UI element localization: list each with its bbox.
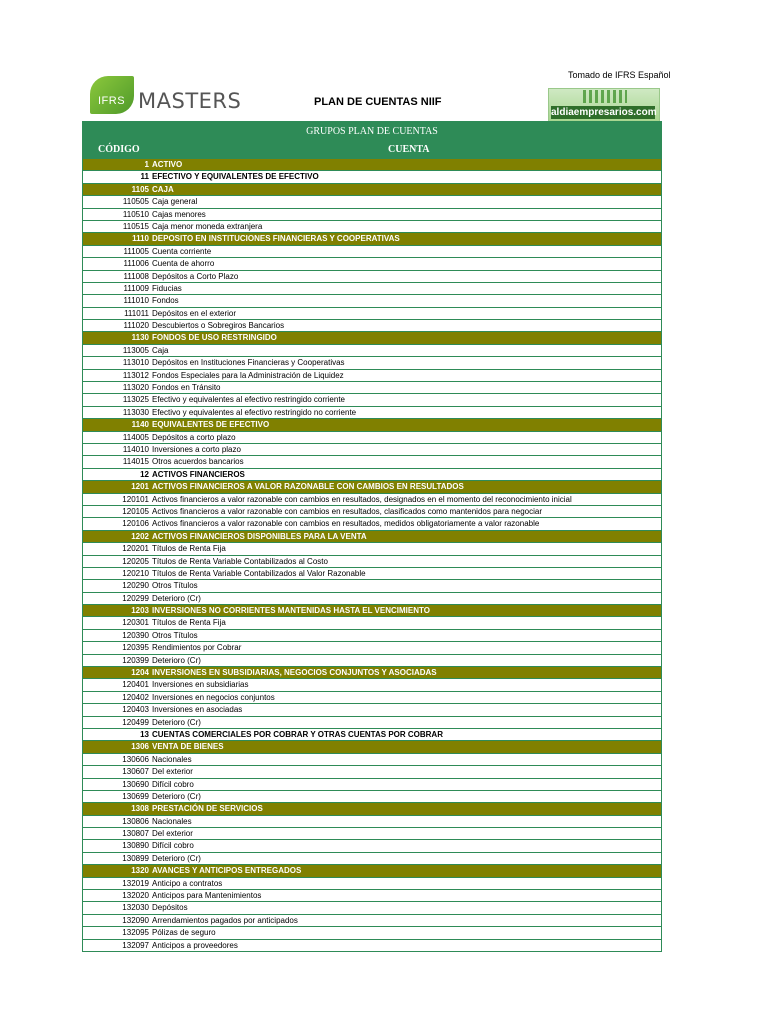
account-code: 120390 [122, 630, 149, 640]
account-name: Depósitos en el exterior [152, 308, 237, 318]
account-name: Inversiones a corto plazo [152, 444, 241, 454]
account-code: 130890 [122, 841, 149, 851]
account-name: Deterioro (Cr) [152, 717, 201, 727]
account-code: 120299 [122, 593, 149, 603]
group-row [83, 159, 661, 171]
account-name: AVANCES Y ANTICIPOS ENTREGADOS [152, 866, 302, 876]
group-row [83, 865, 661, 877]
table-row [83, 543, 661, 555]
account-code: 114010 [122, 444, 149, 454]
table-row [83, 791, 661, 803]
table-row [83, 828, 661, 840]
table-row [83, 940, 661, 952]
table-row [83, 816, 661, 828]
group-row [83, 667, 661, 679]
account-code: 113025 [122, 395, 149, 405]
document-title: PLAN DE CUENTAS NIIF [314, 96, 442, 108]
account-name: Fondos en Tránsito [152, 383, 221, 393]
account-name: CUENTAS COMERCIALES POR COBRAR Y OTRAS CUENTAS POR COBRAR [152, 729, 443, 739]
account-code: 111008 [123, 271, 149, 281]
table-row [83, 692, 661, 704]
account-code: 132030 [122, 903, 149, 913]
account-code: 11 [140, 172, 149, 182]
table-row [83, 407, 661, 419]
table-row [83, 444, 661, 456]
account-name: Anticipos para Mantenimientos [152, 891, 262, 901]
account-code: 120205 [122, 556, 149, 566]
account-name: Activos financieros a valor razonable con cambios en resultados, medidos obligatoriamente a valor razonable [152, 519, 540, 529]
account-name: Deterioro (Cr) [152, 791, 201, 801]
account-name: EQUIVALENTES DE EFECTIVO [152, 420, 270, 430]
table-row [83, 308, 661, 320]
account-name: Efectivo y equivalentes al efectivo restringido no corriente [152, 407, 357, 417]
account-name: Caja menor moneda extranjera [152, 221, 263, 231]
table-row [83, 754, 661, 766]
account-code: 113020 [122, 383, 149, 393]
table-row [83, 556, 661, 568]
account-code: 111010 [123, 296, 149, 306]
group-row [83, 184, 661, 196]
account-name: Deterioro (Cr) [152, 593, 201, 603]
account-name: Activos financieros a valor razonable con cambios en resultados, clasificados como mantenidos para negociar [152, 506, 542, 516]
account-name: Depósitos [152, 903, 188, 913]
group-row [83, 332, 661, 344]
account-name: Títulos de Renta Variable Contabilizados al Valor Razonable [152, 568, 366, 578]
class-row [83, 469, 661, 481]
account-code: 130699 [122, 791, 149, 801]
account-name: Efectivo y equivalentes al efectivo restringido corriente [152, 395, 345, 405]
table-row [83, 209, 661, 221]
account-name: Fondos [152, 296, 179, 306]
group-header: GRUPOS PLAN DE CUENTAS [306, 126, 438, 137]
account-code: 1130 [131, 333, 149, 343]
logo-badge-text: IFRS [98, 95, 126, 107]
account-code: 120403 [122, 705, 149, 715]
table-row [83, 568, 661, 580]
account-name: Nacionales [152, 754, 192, 764]
accounts-table [82, 121, 662, 952]
account-name: Depósitos a corto plazo [152, 432, 236, 442]
account-name: Fiducias [152, 283, 182, 293]
logo-brand-text: aldiaempresarios.com [551, 107, 657, 118]
account-name: Otros Títulos [152, 581, 198, 591]
account-name: Anticipos a proveedores [152, 940, 238, 950]
account-name: Inversiones en subsidiarias [152, 680, 249, 690]
table-row [83, 580, 661, 592]
account-code: 113012 [122, 370, 149, 380]
account-name: Del exterior [152, 767, 193, 777]
account-code: 132019 [122, 878, 149, 888]
account-code: 111006 [123, 259, 149, 269]
account-code: 110505 [122, 197, 149, 207]
account-name: ACTIVO [152, 160, 183, 169]
account-name: Otros Títulos [152, 630, 198, 640]
table-row [83, 704, 661, 716]
account-code: 130606 [122, 754, 149, 764]
table-row [83, 642, 661, 654]
account-code: 113010 [122, 358, 149, 368]
account-code: 130806 [122, 816, 149, 826]
group-row [83, 531, 661, 543]
account-name: Deterioro (Cr) [152, 853, 201, 863]
account-name: EFECTIVO Y EQUIVALENTES DE EFECTIVO [152, 172, 319, 182]
account-code: 1308 [131, 804, 149, 814]
group-row [83, 233, 661, 245]
table-row [83, 345, 661, 357]
account-code: 120101 [122, 494, 149, 504]
table-row [83, 766, 661, 778]
column-header-code: CÓDIGO [98, 144, 140, 155]
class-row [83, 171, 661, 183]
account-code: 120106 [122, 519, 149, 529]
table-row [83, 779, 661, 791]
table-row [83, 295, 661, 307]
account-name: Inversiones en negocios conjuntos [152, 692, 275, 702]
table-row [83, 717, 661, 729]
account-name: Otros acuerdos bancarios [152, 457, 244, 467]
table-row [83, 679, 661, 691]
account-name: Títulos de Renta Fija [152, 618, 226, 628]
account-code: 1204 [131, 668, 149, 678]
account-code: 132095 [122, 928, 149, 938]
account-name: Activos financieros a valor razonable con cambios en resultados, designados en el momento del reconocimiento inicial [152, 494, 572, 504]
table-row [83, 271, 661, 283]
account-name: Fondos Especiales para la Administración de Liquidez [152, 370, 344, 380]
table-row [83, 382, 661, 394]
table-row [83, 456, 661, 468]
account-code: 130807 [122, 829, 149, 839]
account-name: Cajas menores [152, 209, 206, 219]
account-name: Depósitos en Instituciones Financieras y Cooperativas [152, 358, 345, 368]
account-code: 1203 [131, 606, 149, 616]
account-name: Títulos de Renta Fija [152, 544, 226, 554]
account-name: INVERSIONES EN SUBSIDIARIAS, NEGOCIOS CONJUNTOS Y ASOCIADAS [152, 668, 437, 678]
account-name: CAJA [152, 184, 174, 194]
account-code: 120290 [122, 581, 149, 591]
table-row [83, 902, 661, 914]
account-name: Del exterior [152, 829, 193, 839]
account-code: 1110 [132, 234, 149, 244]
table-row [83, 878, 661, 890]
account-name: Rendimientos por Cobrar [152, 643, 242, 653]
account-code: 111005 [123, 246, 149, 256]
account-code: 111011 [124, 308, 149, 318]
account-code: 1202 [131, 531, 149, 541]
account-code: 111020 [123, 321, 149, 331]
table-row [83, 432, 661, 444]
table-row [83, 357, 661, 369]
account-name: INVERSIONES NO CORRIENTES MANTENIDAS HASTA EL VENCIMIENTO [152, 606, 430, 616]
class-row [83, 729, 661, 741]
account-code: 13 [140, 729, 149, 739]
table-row [83, 506, 661, 518]
account-name: Difícil cobro [152, 779, 194, 789]
account-code: 120105 [122, 506, 149, 516]
account-code: 114015 [122, 457, 149, 467]
table-row [83, 617, 661, 629]
account-name: DEPOSITO EN INSTITUCIONES FINANCIERAS Y COOPERATIVAS [152, 234, 400, 244]
account-code: 12 [140, 469, 149, 479]
account-name: Nacionales [152, 816, 192, 826]
account-code: 1 [144, 160, 149, 169]
table-row [83, 394, 661, 406]
ifrs-masters-logo [90, 74, 240, 116]
table-row [83, 221, 661, 233]
table-row [83, 258, 661, 270]
account-code: 110515 [122, 221, 149, 231]
table-row [83, 320, 661, 332]
table-row [83, 927, 661, 939]
account-code: 120201 [122, 544, 149, 554]
account-code: 1320 [131, 866, 149, 876]
account-code: 1140 [131, 420, 149, 430]
group-row [83, 741, 661, 753]
table-row [83, 853, 661, 865]
table-row [83, 246, 661, 258]
table-header [82, 121, 662, 159]
table-row [83, 593, 661, 605]
people-icon [583, 90, 627, 103]
account-name: Anticipo a contratos [152, 878, 223, 888]
account-code: 120395 [122, 643, 149, 653]
account-code: 110510 [122, 209, 149, 219]
account-code: 113005 [122, 345, 149, 355]
account-name: FONDOS DE USO RESTRINGIDO [152, 333, 277, 343]
column-header-account: CUENTA [388, 144, 430, 155]
table-row [83, 840, 661, 852]
table-row [83, 655, 661, 667]
table-row [83, 494, 661, 506]
account-code: 132097 [122, 940, 149, 950]
source-note: Tomado de IFRS Español [568, 70, 671, 80]
account-code: 130899 [122, 853, 149, 863]
account-code: 120499 [122, 717, 149, 727]
account-code: 120402 [122, 692, 149, 702]
account-name: ACTIVOS FINANCIEROS [152, 469, 245, 479]
group-row [83, 803, 661, 815]
account-code: 1105 [131, 184, 149, 194]
account-name: VENTA DE BIENES [152, 742, 224, 752]
account-code: 1306 [131, 742, 149, 752]
table-row [83, 518, 661, 530]
account-code: 132020 [122, 891, 149, 901]
account-code: 120210 [122, 568, 149, 578]
account-name: Cuenta corriente [152, 246, 212, 256]
account-name: ACTIVOS FINANCIEROS DISPONIBLES PARA LA VENTA [152, 531, 367, 541]
account-name: Difícil cobro [152, 841, 194, 851]
group-row [83, 419, 661, 431]
group-row [83, 605, 661, 617]
table-row [83, 196, 661, 208]
table-row [83, 630, 661, 642]
account-code: 114005 [122, 432, 149, 442]
table-row [83, 915, 661, 927]
table-row [83, 283, 661, 295]
account-name: Caja [152, 345, 169, 355]
account-name: Descubiertos o Sobregiros Bancarios [152, 321, 285, 331]
account-code: 1201 [131, 482, 149, 492]
group-row [83, 481, 661, 493]
table-body [82, 159, 662, 952]
account-name: Títulos de Renta Variable Contabilizados al Costo [152, 556, 328, 566]
account-code: 120301 [122, 618, 149, 628]
logo-text: MASTERS [138, 89, 242, 113]
account-code: 130690 [122, 779, 149, 789]
account-code: 111009 [123, 283, 149, 293]
account-name: Depósitos a Corto Plazo [152, 271, 239, 281]
account-name: Deterioro (Cr) [152, 655, 201, 665]
account-name: Inversiones en asociadas [152, 705, 243, 715]
account-name: ACTIVOS FINANCIEROS A VALOR RAZONABLE CON CAMBIOS EN RESULTADOS [152, 482, 464, 492]
account-code: 132090 [122, 915, 149, 925]
account-code: 113030 [122, 407, 149, 417]
account-code: 130607 [122, 767, 149, 777]
aldiaempresarios-logo [548, 88, 660, 122]
account-name: PRESTACIÓN DE SERVICIOS [152, 804, 263, 814]
account-name: Arrendamientos pagados por anticipados [152, 915, 298, 925]
table-row [83, 370, 661, 382]
account-name: Caja general [152, 197, 198, 207]
account-code: 120399 [122, 655, 149, 665]
account-name: Cuenta de ahorro [152, 259, 215, 269]
account-code: 120401 [122, 680, 149, 690]
table-row [83, 890, 661, 902]
account-name: Pólizas de seguro [152, 928, 216, 938]
